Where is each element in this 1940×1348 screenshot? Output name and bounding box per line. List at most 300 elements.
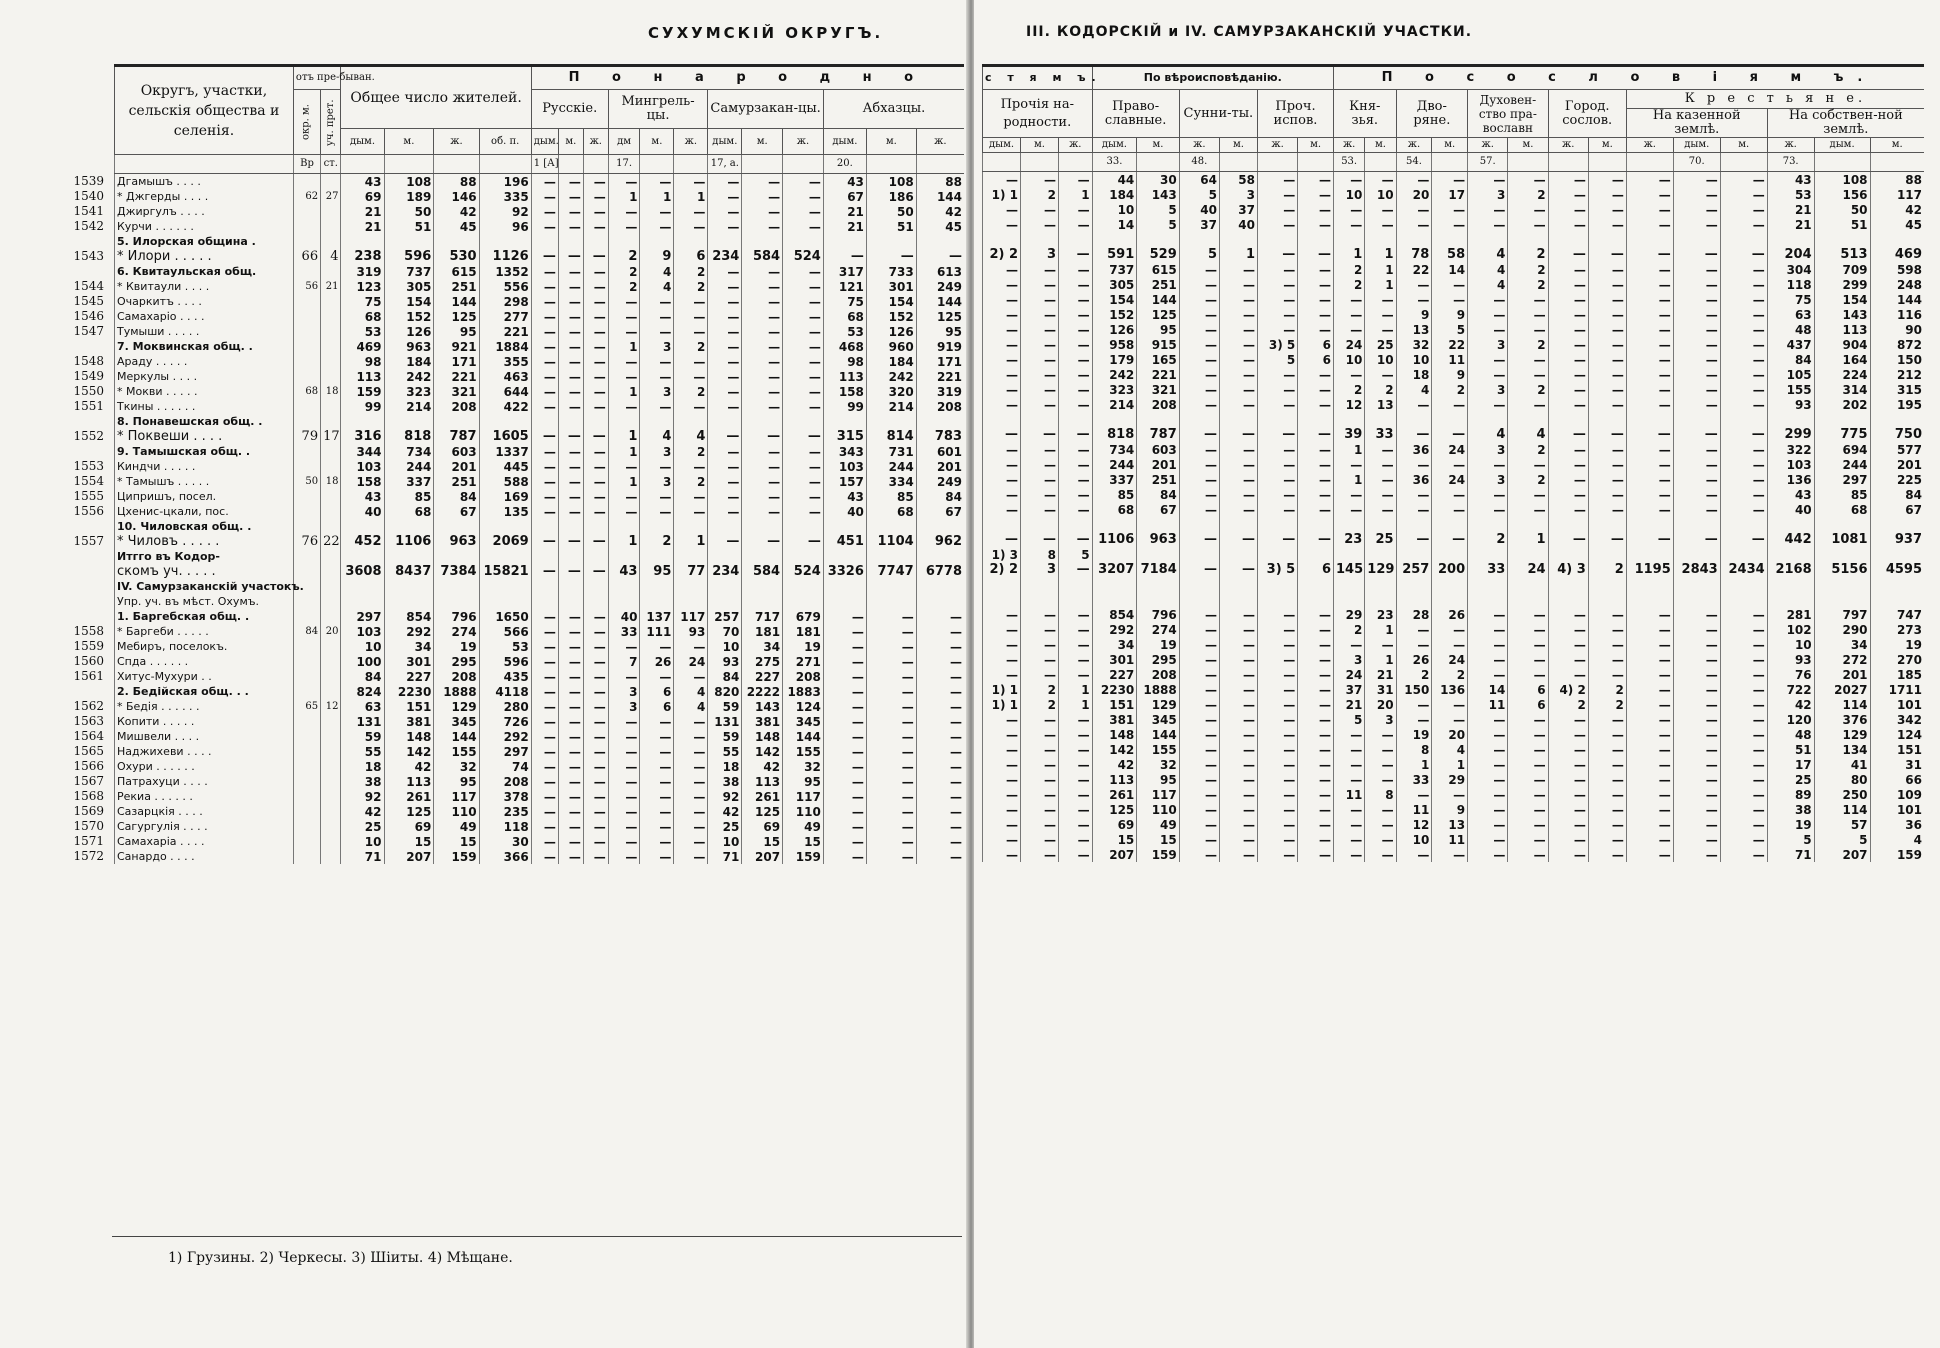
settlement-name: Мишвели . . . . xyxy=(115,729,294,744)
data-cell: 2 xyxy=(1508,382,1548,397)
table-row xyxy=(115,714,965,729)
data-cell: — xyxy=(608,354,640,369)
data-cell: — xyxy=(983,352,1021,367)
data-cell: 1) 1 xyxy=(983,187,1021,202)
data-cell: — xyxy=(708,504,742,519)
settlement-name: 5. Илорская община . xyxy=(115,234,294,249)
data-cell: — xyxy=(608,669,640,684)
data-cell xyxy=(866,414,916,429)
data-cell: — xyxy=(1219,502,1257,517)
data-cell: — xyxy=(1468,397,1508,412)
data-cell: — xyxy=(1021,397,1059,412)
data-cell xyxy=(1870,412,1924,427)
data-cell: — xyxy=(1059,307,1093,322)
data-cell: — xyxy=(1298,697,1334,712)
data-cell: — xyxy=(983,622,1021,637)
data-cell: — xyxy=(1059,322,1093,337)
data-cell: 67 xyxy=(1870,502,1924,517)
ref-cell xyxy=(384,155,434,174)
data-cell: — xyxy=(1548,802,1588,817)
data-cell: 299 xyxy=(1767,427,1814,442)
ref-cell: 73. xyxy=(1767,153,1814,172)
ref-cell: 57. xyxy=(1468,153,1508,172)
data-cell: — xyxy=(1673,787,1720,802)
data-cell: — xyxy=(708,474,742,489)
data-cell: 51 xyxy=(384,219,434,234)
data-cell: — xyxy=(1432,397,1468,412)
data-cell xyxy=(321,264,341,279)
data-cell: — xyxy=(608,174,640,190)
data-cell: 103 xyxy=(823,459,866,474)
data-cell xyxy=(783,594,824,609)
table-row xyxy=(983,262,1925,277)
data-cell: 7384 xyxy=(434,564,479,579)
data-cell xyxy=(1179,547,1219,562)
data-cell: — xyxy=(1021,322,1059,337)
data-cell: 144 xyxy=(783,729,824,744)
data-cell xyxy=(558,549,583,564)
data-cell: — xyxy=(674,819,708,834)
data-cell: — xyxy=(1179,757,1219,772)
data-cell: — xyxy=(583,189,608,204)
data-cell: 204 xyxy=(1767,247,1814,262)
ref-cell xyxy=(434,155,479,174)
data-cell: — xyxy=(1588,742,1626,757)
table-row xyxy=(115,174,965,190)
settlement-name: 6. Квитаульская общ. xyxy=(115,264,294,279)
data-cell: 315 xyxy=(1870,382,1924,397)
data-cell: — xyxy=(1059,337,1093,352)
data-cell: — xyxy=(1673,697,1720,712)
ref-cell xyxy=(1298,153,1334,172)
data-cell: 19 xyxy=(1396,727,1432,742)
data-cell: 26 xyxy=(640,654,674,669)
data-cell: 84 xyxy=(916,489,964,504)
data-cell: 322 xyxy=(1767,442,1814,457)
data-cell: — xyxy=(916,819,964,834)
data-cell: — xyxy=(583,759,608,774)
data-cell: — xyxy=(1720,322,1767,337)
data-cell: 1883 xyxy=(783,684,824,699)
data-cell: 88 xyxy=(434,174,479,190)
data-cell: — xyxy=(823,834,866,849)
data-cell: 20 xyxy=(1396,187,1432,202)
data-cell xyxy=(1673,547,1720,562)
data-cell xyxy=(1626,517,1673,532)
data-cell: 225 xyxy=(1870,472,1924,487)
data-cell: 42 xyxy=(434,204,479,219)
data-cell: 6 xyxy=(1298,562,1334,577)
data-cell: — xyxy=(1298,712,1334,727)
data-cell: — xyxy=(1720,637,1767,652)
data-cell: 1 xyxy=(608,534,640,549)
data-cell: 49 xyxy=(434,819,479,834)
data-cell: — xyxy=(640,804,674,819)
data-cell: — xyxy=(1548,262,1588,277)
data-cell: — xyxy=(1179,622,1219,637)
data-cell: — xyxy=(1432,532,1468,547)
data-cell: 50 xyxy=(384,204,434,219)
data-cell: 452 xyxy=(341,534,384,549)
data-cell: 915 xyxy=(1137,337,1179,352)
data-cell: — xyxy=(640,819,674,834)
data-cell: 249 xyxy=(916,474,964,489)
data-cell: — xyxy=(1059,352,1093,367)
col-name-header: Округъ, участки, сельскія общества и селенія. xyxy=(115,66,294,155)
data-cell: 1888 xyxy=(434,684,479,699)
data-cell: — xyxy=(640,834,674,849)
data-cell: — xyxy=(531,294,558,309)
data-cell: — xyxy=(531,699,558,714)
data-cell: 196 xyxy=(479,174,531,190)
sub-header-dym: дым. xyxy=(1673,138,1720,153)
data-cell: 342 xyxy=(1870,712,1924,727)
data-cell: — xyxy=(1021,817,1059,832)
data-cell: 591 xyxy=(1092,247,1137,262)
data-cell xyxy=(742,579,783,594)
data-cell: 323 xyxy=(384,384,434,399)
data-cell: 10 xyxy=(1767,637,1814,652)
right-running-header: III. КОДОРСКІЙ и IV. САМУРЗАКАНСКІЙ УЧАСТКИ. xyxy=(1026,24,1473,40)
data-cell: 381 xyxy=(742,714,783,729)
data-cell xyxy=(708,414,742,429)
data-cell: 814 xyxy=(866,429,916,444)
data-cell: — xyxy=(1396,712,1432,727)
data-cell: — xyxy=(1219,607,1257,622)
data-cell xyxy=(293,789,320,804)
data-cell xyxy=(1626,412,1673,427)
data-cell xyxy=(1508,232,1548,247)
data-cell: — xyxy=(1365,817,1396,832)
data-cell: — xyxy=(1588,172,1626,188)
data-cell: — xyxy=(1059,487,1093,502)
data-cell: 208 xyxy=(434,669,479,684)
data-cell: — xyxy=(866,729,916,744)
data-cell xyxy=(1870,517,1924,532)
table-row xyxy=(115,384,965,399)
data-cell: 5 xyxy=(1059,547,1093,562)
data-cell: — xyxy=(1720,652,1767,667)
data-cell: 53 xyxy=(1767,187,1814,202)
data-cell: 234 xyxy=(708,564,742,579)
data-cell: — xyxy=(708,429,742,444)
data-cell: — xyxy=(823,684,866,699)
data-cell: 445 xyxy=(479,459,531,474)
data-cell: — xyxy=(1673,712,1720,727)
data-cell: — xyxy=(1508,217,1548,232)
data-cell: — xyxy=(1588,787,1626,802)
data-cell: 208 xyxy=(783,669,824,684)
data-cell: — xyxy=(1179,817,1219,832)
data-cell: — xyxy=(583,609,608,624)
data-cell: — xyxy=(1468,652,1508,667)
data-cell: 131 xyxy=(341,714,384,729)
data-cell: 2 xyxy=(674,444,708,459)
data-cell: 33 xyxy=(1468,562,1508,577)
data-cell xyxy=(1720,232,1767,247)
data-cell xyxy=(293,489,320,504)
data-cell: 126 xyxy=(1092,322,1137,337)
data-cell xyxy=(321,684,341,699)
data-cell: 261 xyxy=(742,789,783,804)
settlement-name: Очаркитъ . . . . xyxy=(115,294,294,309)
data-cell xyxy=(1298,547,1334,562)
data-cell: 208 xyxy=(434,399,479,414)
data-cell: — xyxy=(1432,427,1468,442)
data-cell xyxy=(1588,577,1626,592)
data-cell: — xyxy=(783,444,824,459)
data-cell xyxy=(321,369,341,384)
data-cell: 43 xyxy=(823,489,866,504)
data-cell xyxy=(558,414,583,429)
data-cell: — xyxy=(1219,457,1257,472)
left-ref-row xyxy=(115,155,965,174)
data-cell: — xyxy=(1468,457,1508,472)
data-cell: 26 xyxy=(1396,652,1432,667)
data-cell: 214 xyxy=(384,399,434,414)
data-cell: — xyxy=(531,609,558,624)
col-peasants: К р е с т ь я н е. xyxy=(1626,90,1924,109)
ref-cell xyxy=(983,153,1021,172)
data-cell: — xyxy=(1508,202,1548,217)
data-cell: — xyxy=(640,489,674,504)
table-row xyxy=(115,234,965,249)
data-cell: 45 xyxy=(434,219,479,234)
data-cell xyxy=(1432,592,1468,607)
data-cell: 42 xyxy=(708,804,742,819)
data-cell: 67 xyxy=(916,504,964,519)
data-cell: — xyxy=(983,787,1021,802)
data-cell: 8 xyxy=(1365,787,1396,802)
data-cell: — xyxy=(558,429,583,444)
data-cell: — xyxy=(916,774,964,789)
data-cell: — xyxy=(531,444,558,459)
data-cell: 181 xyxy=(742,624,783,639)
data-cell: — xyxy=(608,849,640,864)
data-cell: 2 xyxy=(1508,247,1548,262)
data-cell xyxy=(608,594,640,609)
data-cell: 19 xyxy=(1137,637,1179,652)
data-cell: — xyxy=(674,504,708,519)
sub-header-m: м. xyxy=(1021,138,1059,153)
data-cell: 117 xyxy=(1870,187,1924,202)
data-cell: 75 xyxy=(1767,292,1814,307)
data-cell: 24 xyxy=(1432,652,1468,667)
data-cell: — xyxy=(531,219,558,234)
data-cell: — xyxy=(1219,682,1257,697)
data-cell: — xyxy=(608,294,640,309)
data-cell xyxy=(823,234,866,249)
data-cell: — xyxy=(583,264,608,279)
settlement-name: Сагургулія . . . . xyxy=(115,819,294,834)
table-row xyxy=(983,232,1925,247)
data-cell: — xyxy=(1626,307,1673,322)
ref-cell xyxy=(115,155,294,174)
data-cell: — xyxy=(583,489,608,504)
data-cell: 89 xyxy=(1767,787,1814,802)
data-cell: — xyxy=(674,669,708,684)
data-cell: — xyxy=(1673,622,1720,637)
data-cell xyxy=(1432,412,1468,427)
data-cell: — xyxy=(1508,397,1548,412)
row-number: 1560 xyxy=(73,654,104,668)
data-cell: — xyxy=(1468,802,1508,817)
data-cell: — xyxy=(1548,502,1588,517)
data-cell: 150 xyxy=(1396,682,1432,697)
table-row xyxy=(983,172,1925,188)
data-cell: — xyxy=(1588,337,1626,352)
data-cell: — xyxy=(866,834,916,849)
data-cell: — xyxy=(983,742,1021,757)
table-row xyxy=(983,697,1925,712)
data-cell xyxy=(1626,577,1673,592)
data-cell: — xyxy=(640,744,674,759)
data-cell: 297 xyxy=(479,744,531,759)
data-cell: 679 xyxy=(783,609,824,624)
ref-cell xyxy=(674,155,708,174)
data-cell xyxy=(1767,517,1814,532)
data-cell: 10 xyxy=(1365,352,1396,367)
data-cell: — xyxy=(742,354,783,369)
data-cell: — xyxy=(1508,757,1548,772)
data-cell xyxy=(916,234,964,249)
data-cell: — xyxy=(674,774,708,789)
data-cell: 101 xyxy=(1870,697,1924,712)
data-cell: — xyxy=(916,609,964,624)
data-cell: 44 xyxy=(1092,172,1137,188)
data-cell: — xyxy=(1673,847,1720,862)
data-cell xyxy=(293,639,320,654)
data-cell: 2 xyxy=(1508,277,1548,292)
data-cell: — xyxy=(742,189,783,204)
data-cell: — xyxy=(1298,322,1334,337)
sub-zh: ж. xyxy=(916,129,964,155)
data-cell: 921 xyxy=(434,339,479,354)
data-cell: — xyxy=(1059,382,1093,397)
table-row xyxy=(115,399,965,414)
data-cell: 4 xyxy=(1508,427,1548,442)
data-cell: 68 xyxy=(293,384,320,399)
data-cell: 40 xyxy=(608,609,640,624)
data-cell: 1) 1 xyxy=(983,697,1021,712)
data-cell: 10 xyxy=(708,639,742,654)
data-cell: 337 xyxy=(1092,472,1137,487)
data-cell: — xyxy=(1548,307,1588,322)
settlement-name: * Мокви . . . . . xyxy=(115,384,294,399)
data-cell: — xyxy=(1720,217,1767,232)
data-cell: 40 xyxy=(1767,502,1814,517)
data-cell xyxy=(1092,412,1137,427)
data-cell: 319 xyxy=(341,264,384,279)
data-cell: — xyxy=(1508,322,1548,337)
data-cell: 20 xyxy=(1432,727,1468,742)
data-cell xyxy=(293,549,320,564)
data-cell: 1 xyxy=(608,339,640,354)
data-cell: 80 xyxy=(1814,772,1870,787)
data-cell: 38 xyxy=(708,774,742,789)
data-cell xyxy=(531,579,558,594)
data-cell: 4 xyxy=(674,699,708,714)
data-cell: 71 xyxy=(708,849,742,864)
data-cell: — xyxy=(1219,637,1257,652)
data-cell: — xyxy=(583,384,608,399)
table-row xyxy=(983,622,1925,637)
data-cell: — xyxy=(983,217,1021,232)
data-cell: 179 xyxy=(1092,352,1137,367)
data-cell: 152 xyxy=(1092,307,1137,322)
data-cell xyxy=(293,354,320,369)
data-cell xyxy=(1720,577,1767,592)
data-cell: — xyxy=(1257,262,1297,277)
data-cell: — xyxy=(1588,502,1626,517)
row-number: 1550 xyxy=(73,384,104,398)
ref-cell xyxy=(1626,153,1673,172)
sub-header-zh: ж. xyxy=(1626,138,1673,153)
data-cell: 21 xyxy=(823,219,866,234)
data-cell: — xyxy=(1468,637,1508,652)
data-cell: — xyxy=(674,294,708,309)
data-cell: — xyxy=(640,849,674,864)
data-cell: — xyxy=(783,204,824,219)
data-cell: 17 xyxy=(1432,187,1468,202)
data-cell: — xyxy=(1588,277,1626,292)
data-cell: — xyxy=(1365,802,1396,817)
data-cell: — xyxy=(1059,292,1093,307)
data-cell: — xyxy=(1334,172,1365,188)
data-cell: 3 xyxy=(1334,652,1365,667)
data-cell: — xyxy=(1021,787,1059,802)
data-cell: — xyxy=(674,354,708,369)
data-cell: 113 xyxy=(341,369,384,384)
data-cell: — xyxy=(1257,292,1297,307)
data-cell: 227 xyxy=(1092,667,1137,682)
data-cell: — xyxy=(1298,187,1334,202)
sub-header-m: м. xyxy=(1137,138,1179,153)
data-cell: — xyxy=(1548,712,1588,727)
data-cell: 150 xyxy=(1870,352,1924,367)
data-cell: 212 xyxy=(1870,367,1924,382)
data-cell: — xyxy=(640,204,674,219)
data-cell: 251 xyxy=(1137,472,1179,487)
data-cell: 42 xyxy=(1092,757,1137,772)
data-cell: 290 xyxy=(1814,622,1870,637)
data-cell: — xyxy=(983,337,1021,352)
data-cell: — xyxy=(640,324,674,339)
data-cell: — xyxy=(708,399,742,414)
data-cell: — xyxy=(1673,652,1720,667)
data-cell: — xyxy=(531,459,558,474)
data-cell: 129 xyxy=(434,699,479,714)
data-cell: — xyxy=(916,714,964,729)
data-cell: — xyxy=(1298,757,1334,772)
data-cell: — xyxy=(1720,532,1767,547)
data-cell: 1081 xyxy=(1814,532,1870,547)
table-row xyxy=(115,279,965,294)
data-cell: 136 xyxy=(1767,472,1814,487)
data-cell xyxy=(293,774,320,789)
data-cell: — xyxy=(1548,247,1588,262)
data-cell: — xyxy=(558,504,583,519)
table-row xyxy=(115,744,965,759)
data-cell: — xyxy=(583,174,608,190)
data-cell: — xyxy=(674,324,708,339)
sub-m: м. xyxy=(866,129,916,155)
data-cell: 68 xyxy=(341,309,384,324)
data-cell: — xyxy=(1548,292,1588,307)
row-number: 1543 xyxy=(73,249,104,263)
data-cell: — xyxy=(1432,277,1468,292)
data-cell: — xyxy=(1626,532,1673,547)
